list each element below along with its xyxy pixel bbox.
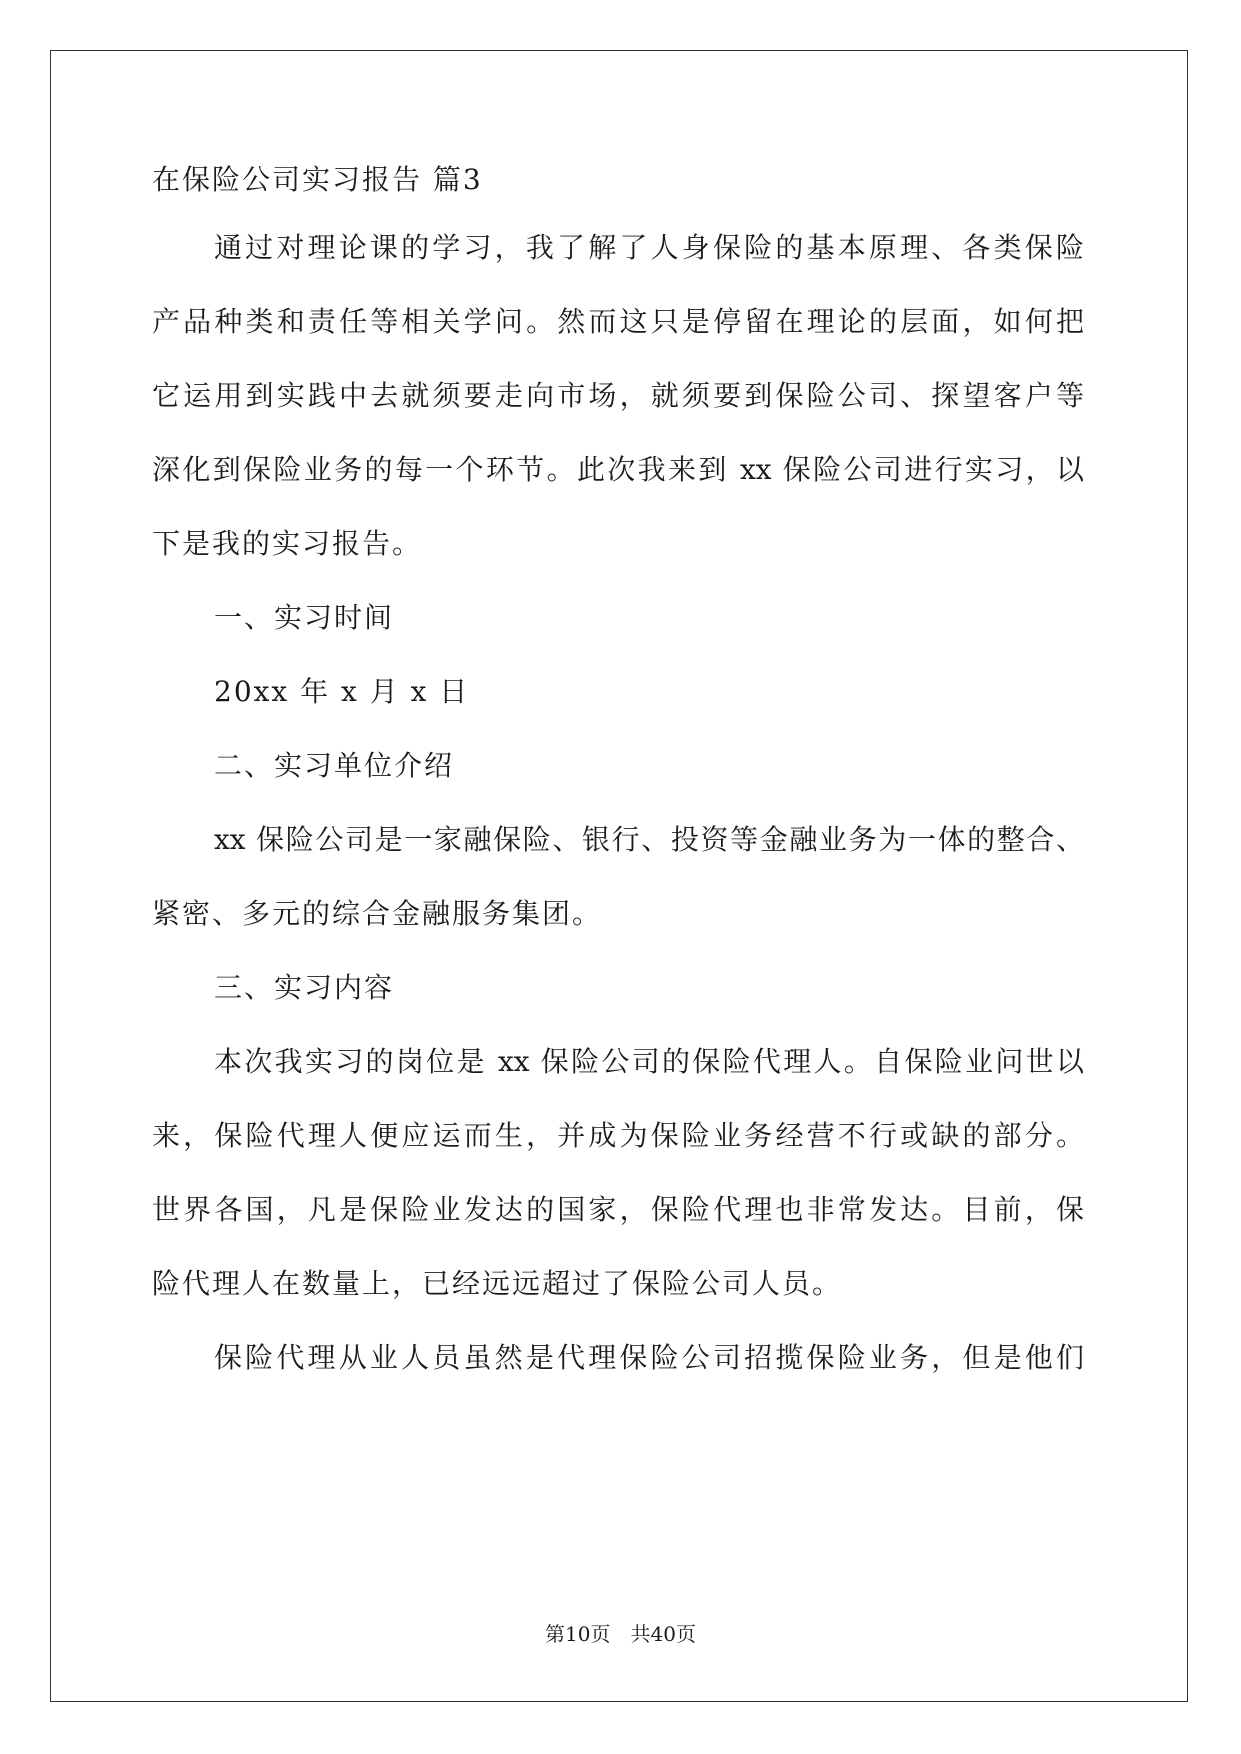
paragraph-line: 紧密、多元的综合金融服务集团。: [152, 897, 603, 930]
paragraph-line: 它运用到实践中去就须要走向市场，就须要到保险公司、探望客户等: [152, 379, 1084, 412]
paragraph-line: 深化到保险业务的每一个环节。此次我来到 xx 保险公司进行实习，以: [152, 453, 1084, 486]
paragraph-line: 通过对理论课的学习，我了解了人身保险的基本原理、各类保险: [214, 231, 1084, 264]
paragraph-line: 险代理人在数量上，已经远远超过了保险公司人员。: [152, 1267, 843, 1300]
paragraph-line: xx 保险公司是一家融保险、银行、投资等金融业务为一体的整合、: [214, 823, 1084, 856]
internship-date: 20xx 年 x 月 x 日: [214, 675, 470, 708]
paragraph-line: 产品种类和责任等相关学问。然而这只是停留在理论的层面，如何把: [152, 305, 1084, 338]
paragraph-line: 来，保险代理人便应运而生，并成为保险业务经营不行或缺的部分。: [152, 1119, 1084, 1152]
section-heading-content: 三、实习内容: [214, 971, 395, 1004]
page-border: [50, 50, 1188, 1702]
page-number-footer: 第10页 共40页: [545, 1622, 696, 1646]
paragraph-line: 下是我的实习报告。: [152, 527, 423, 560]
section-heading-time: 一、实习时间: [214, 601, 395, 634]
document-title: 在保险公司实习报告 篇3: [152, 163, 483, 196]
paragraph-line: 本次我实习的岗位是 xx 保险公司的保险代理人。自保险业问世以: [214, 1045, 1084, 1078]
section-heading-company: 二、实习单位介绍: [214, 749, 455, 782]
paragraph-line: 世界各国，凡是保险业发达的国家，保险代理也非常发达。目前，保: [152, 1193, 1084, 1226]
paragraph-line: 保险代理从业人员虽然是代理保险公司招揽保险业务，但是他们: [214, 1341, 1084, 1374]
